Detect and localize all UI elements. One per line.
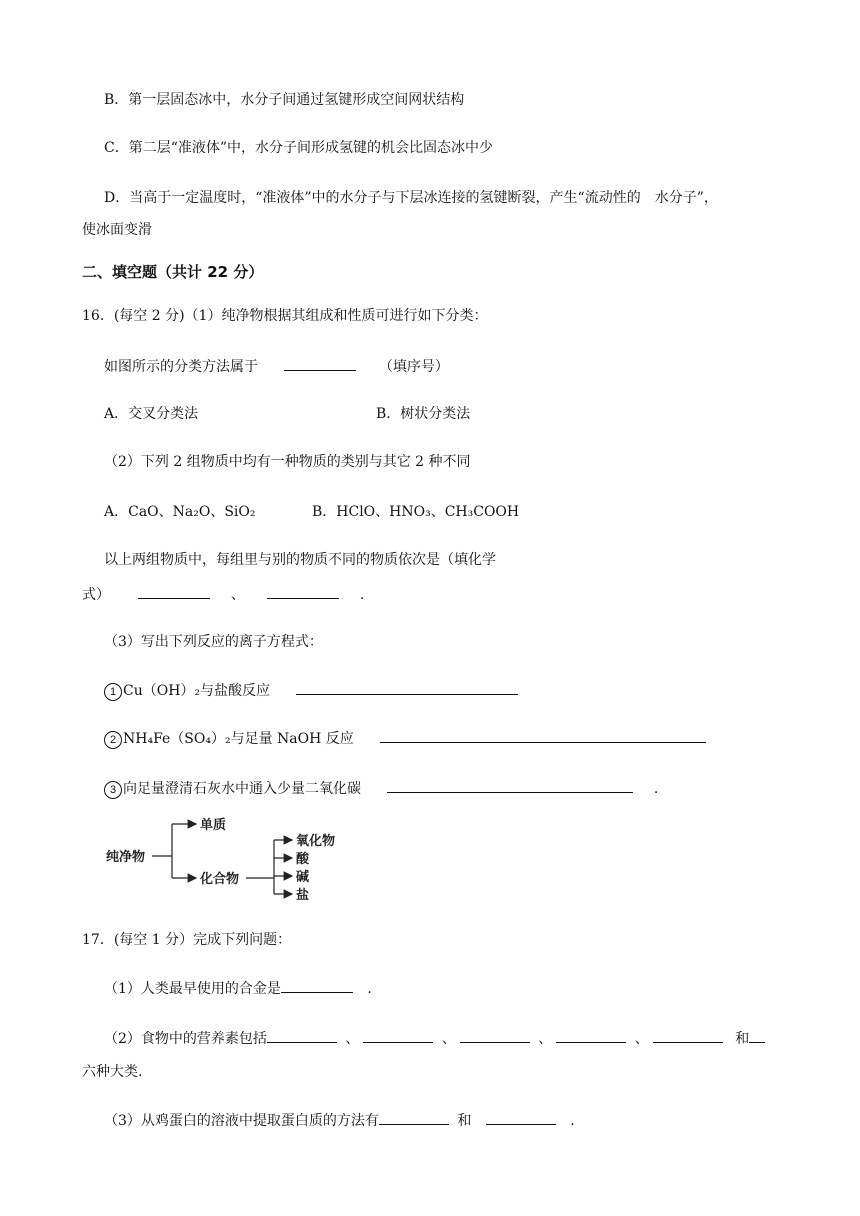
q16-intro: 16．(每空 2 分)（1）纯净物根据其组成和性质可进行如下分类：: [82, 308, 488, 324]
tree-branch-element: 单质: [200, 818, 227, 833]
q16-part1-prefix: 如图所示的分类方法属于: [104, 359, 258, 375]
q16-part2-blank-1[interactable]: [138, 584, 210, 599]
circled-number-3: 3: [104, 781, 122, 799]
tree-leaf-base: 碱: [296, 870, 310, 885]
q16-part3-stem: （3）写出下列反应的离子方程式：: [104, 634, 323, 650]
q17-part1-text: （1）人类最早使用的合金是: [104, 981, 281, 997]
separator: 、: [441, 1031, 456, 1047]
q15-option-d-line2: 使冰面变滑: [82, 222, 152, 238]
q16-part2-answer-line: [82, 584, 364, 605]
q17-nutrient-blank-5[interactable]: [653, 1028, 723, 1043]
separator: 、: [345, 1031, 360, 1047]
q17-part3-text: （3）从鸡蛋白的溶液中提取蛋白质的方法有: [104, 1113, 379, 1129]
q16-reaction-3-blank[interactable]: [387, 778, 633, 793]
period: .: [367, 981, 372, 997]
section-title: 二、填空题（共计 22 分）: [82, 263, 264, 281]
q17-part2-text: （2）食物中的营养素包括: [104, 1031, 267, 1047]
separator: 、: [634, 1031, 649, 1047]
q17-part2: [104, 1028, 765, 1049]
q16-reaction-2-text: NH₄Fe（SO₄）₂与足量 NaOH 反应: [123, 731, 354, 747]
q15-option-d-line1: D．当高于一定温度时，“准液体”中的水分子与下层冰连接的氢键断裂，产生“流动性的 水分子”，: [104, 190, 718, 206]
q16-group-b: B．HClO、HNO₃、CH₃COOH: [312, 504, 520, 520]
q16-part1: [104, 356, 449, 377]
period: .: [570, 1113, 575, 1129]
q16-reaction-1-text: Cu（OH）₂与盐酸反应: [123, 683, 271, 699]
circled-number-1: 1: [104, 683, 122, 701]
tree-leaf-oxide: 氧化物: [296, 834, 336, 849]
period: .: [653, 781, 659, 797]
q17-nutrient-blank-4[interactable]: [556, 1028, 626, 1043]
q16-part1-suffix: （填序号）: [378, 359, 449, 375]
q16-option-b: B．树状分类法: [376, 406, 471, 422]
tree-leaf-acid: 酸: [296, 852, 310, 867]
q16-part2-ask: 以上两组物质中，每组里与别的物质不同的物质依次是（填化学: [104, 552, 496, 568]
tree-branch-compound: 化合物: [200, 872, 240, 887]
q16-option-a: A．交叉分类法: [104, 406, 199, 422]
q17-part3-blank-1[interactable]: [379, 1110, 449, 1125]
q16-group-a: A．CaO、Na₂O、SiO₂: [104, 504, 256, 520]
q16-part2-stem: （2）下列 2 组物质中均有一种物质的类别与其它 2 种不同: [104, 454, 471, 470]
and-word: 和: [735, 1031, 750, 1047]
q15-option-b: B．第一层固态冰中，水分子间通过氢键形成空间网状结构: [104, 92, 465, 108]
q17-part3: [104, 1110, 575, 1131]
q16-part2-ask-cont: 式）: [82, 587, 110, 603]
q17-part1-blank[interactable]: [281, 978, 353, 993]
q16-reaction-3: [104, 778, 658, 799]
period: .: [359, 587, 365, 603]
q17-part1: [104, 978, 372, 999]
separator: 、: [230, 587, 245, 603]
q16-reaction-1: [104, 680, 518, 701]
q17-intro: 17．(每空 1 分）完成下列问题：: [82, 932, 292, 948]
q17-nutrient-blank-1[interactable]: [267, 1028, 337, 1043]
tree-leaf-salt: 盐: [296, 888, 310, 903]
q16-part1-blank[interactable]: [284, 356, 356, 371]
separator: 、: [538, 1031, 553, 1047]
q17-part3-blank-2[interactable]: [486, 1110, 556, 1125]
circled-number-2: 2: [104, 731, 122, 749]
classification-tree-diagram: [104, 812, 364, 904]
q16-reaction-1-blank[interactable]: [296, 680, 518, 695]
q17-part2-cont: 六种大类.: [82, 1064, 143, 1080]
q16-reaction-2: [104, 728, 706, 749]
q16-reaction-2-blank[interactable]: [380, 728, 706, 743]
q16-reaction-3-text: 向足量澄清石灰水中通入少量二氧化碳: [123, 781, 361, 797]
q17-nutrient-blank-6[interactable]: [749, 1028, 765, 1043]
and-word: 和: [457, 1113, 472, 1129]
q17-nutrient-blank-2[interactable]: [363, 1028, 433, 1043]
q15-option-c: C．第二层“准液体”中，水分子间形成氢键的机会比固态冰中少: [104, 140, 494, 156]
q17-nutrient-blank-3[interactable]: [460, 1028, 530, 1043]
q16-part2-blank-2[interactable]: [267, 584, 339, 599]
tree-root: 纯净物: [106, 850, 146, 865]
